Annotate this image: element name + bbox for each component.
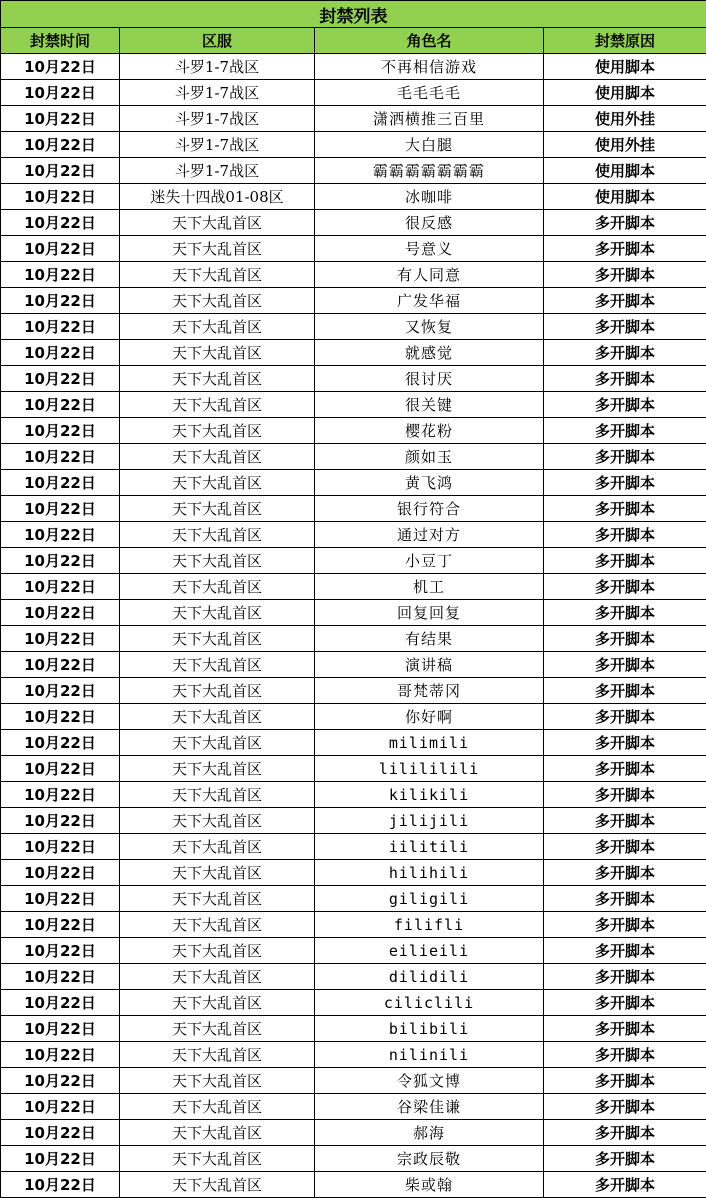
table-title: 封禁列表 [1, 1, 706, 28]
table-row [1, 392, 706, 418]
cell-ban-time: 10月22日 [1, 808, 120, 834]
table-row [1, 262, 706, 288]
cell-character-name: 宗政辰敬 [315, 1146, 544, 1172]
cell-ban-reason: 多开脚本 [544, 1042, 706, 1068]
cell-character-name: giligili [315, 886, 544, 912]
cell-server: 天下大乱首区 [120, 938, 315, 964]
cell-character-name: 令狐文博 [315, 1068, 544, 1094]
cell-ban-reason: 多开脚本 [544, 340, 706, 366]
cell-character-name: ciliclili [315, 990, 544, 1016]
cell-server: 天下大乱首区 [120, 340, 315, 366]
cell-character-name: 你好啊 [315, 704, 544, 730]
cell-server: 天下大乱首区 [120, 1068, 315, 1094]
cell-server: 天下大乱首区 [120, 210, 315, 236]
table-row [1, 1042, 706, 1068]
cell-character-name: 很反感 [315, 210, 544, 236]
cell-server: 天下大乱首区 [120, 288, 315, 314]
table-row [1, 808, 706, 834]
table-row [1, 1094, 706, 1120]
cell-ban-time: 10月22日 [1, 314, 120, 340]
table-row [1, 210, 706, 236]
cell-server: 天下大乱首区 [120, 574, 315, 600]
cell-ban-time: 10月22日 [1, 678, 120, 704]
table-row [1, 314, 706, 340]
cell-ban-time: 10月22日 [1, 574, 120, 600]
header-ban-time: 封禁时间 [1, 28, 120, 54]
cell-ban-reason: 多开脚本 [544, 626, 706, 652]
cell-ban-reason: 多开脚本 [544, 1068, 706, 1094]
cell-server: 天下大乱首区 [120, 1094, 315, 1120]
cell-ban-reason: 多开脚本 [544, 522, 706, 548]
cell-ban-time: 10月22日 [1, 912, 120, 938]
cell-ban-time: 10月22日 [1, 548, 120, 574]
cell-character-name: 小豆丁 [315, 548, 544, 574]
cell-ban-reason: 多开脚本 [544, 990, 706, 1016]
cell-character-name: lilililili [315, 756, 544, 782]
table-row [1, 964, 706, 990]
table-header-row [1, 28, 706, 54]
header-ban-reason: 封禁原因 [544, 28, 706, 54]
cell-character-name: 谷梁佳谦 [315, 1094, 544, 1120]
table-row [1, 574, 706, 600]
table-row [1, 990, 706, 1016]
cell-ban-time: 10月22日 [1, 54, 120, 80]
cell-character-name: filifli [315, 912, 544, 938]
cell-character-name: 潇洒横推三百里 [315, 106, 544, 132]
table-row [1, 54, 706, 80]
cell-ban-reason: 多开脚本 [544, 704, 706, 730]
cell-character-name: 很讨厌 [315, 366, 544, 392]
cell-server: 天下大乱首区 [120, 470, 315, 496]
cell-server: 天下大乱首区 [120, 496, 315, 522]
cell-character-name: 大白腿 [315, 132, 544, 158]
table-title-row [1, 1, 706, 28]
cell-server: 天下大乱首区 [120, 912, 315, 938]
cell-server: 斗罗1-7战区 [120, 132, 315, 158]
table-row [1, 860, 706, 886]
cell-ban-time: 10月22日 [1, 262, 120, 288]
cell-ban-time: 10月22日 [1, 106, 120, 132]
cell-server: 天下大乱首区 [120, 1146, 315, 1172]
cell-character-name: eilieili [315, 938, 544, 964]
cell-server: 天下大乱首区 [120, 678, 315, 704]
cell-character-name: 演讲稿 [315, 652, 544, 678]
cell-ban-time: 10月22日 [1, 444, 120, 470]
cell-ban-reason: 多开脚本 [544, 262, 706, 288]
table-row [1, 704, 706, 730]
cell-character-name: milimili [315, 730, 544, 756]
cell-server: 天下大乱首区 [120, 990, 315, 1016]
table-row [1, 1146, 706, 1172]
cell-character-name: 樱花粉 [315, 418, 544, 444]
cell-ban-time: 10月22日 [1, 470, 120, 496]
cell-ban-reason: 多开脚本 [544, 314, 706, 340]
cell-server: 斗罗1-7战区 [120, 158, 315, 184]
cell-server: 迷失十四战01-08区 [120, 184, 315, 210]
cell-character-name: 又恢复 [315, 314, 544, 340]
cell-server: 天下大乱首区 [120, 834, 315, 860]
cell-ban-reason: 多开脚本 [544, 886, 706, 912]
cell-character-name: 回复回复 [315, 600, 544, 626]
cell-ban-time: 10月22日 [1, 886, 120, 912]
cell-ban-reason: 多开脚本 [544, 1172, 706, 1198]
cell-server: 天下大乱首区 [120, 314, 315, 340]
cell-ban-reason: 多开脚本 [544, 366, 706, 392]
cell-ban-time: 10月22日 [1, 1172, 120, 1198]
cell-ban-time: 10月22日 [1, 184, 120, 210]
cell-ban-time: 10月22日 [1, 860, 120, 886]
cell-ban-time: 10月22日 [1, 132, 120, 158]
cell-character-name: 通过对方 [315, 522, 544, 548]
table-row [1, 912, 706, 938]
cell-character-name: 有结果 [315, 626, 544, 652]
cell-ban-reason: 多开脚本 [544, 782, 706, 808]
cell-ban-time: 10月22日 [1, 158, 120, 184]
cell-ban-time: 10月22日 [1, 990, 120, 1016]
cell-ban-time: 10月22日 [1, 366, 120, 392]
cell-server: 天下大乱首区 [120, 236, 315, 262]
cell-character-name: 机工 [315, 574, 544, 600]
cell-ban-reason: 多开脚本 [544, 574, 706, 600]
cell-ban-reason: 多开脚本 [544, 236, 706, 262]
cell-ban-time: 10月22日 [1, 1042, 120, 1068]
cell-character-name: nilinili [315, 1042, 544, 1068]
cell-server: 天下大乱首区 [120, 1016, 315, 1042]
cell-character-name: dilidili [315, 964, 544, 990]
cell-server: 天下大乱首区 [120, 1172, 315, 1198]
cell-ban-time: 10月22日 [1, 964, 120, 990]
cell-ban-reason: 多开脚本 [544, 730, 706, 756]
cell-server: 天下大乱首区 [120, 444, 315, 470]
cell-character-name: 哥梵蒂冈 [315, 678, 544, 704]
table-row [1, 184, 706, 210]
cell-server: 天下大乱首区 [120, 652, 315, 678]
cell-server: 天下大乱首区 [120, 392, 315, 418]
cell-ban-reason: 使用脚本 [544, 184, 706, 210]
cell-ban-time: 10月22日 [1, 80, 120, 106]
cell-server: 天下大乱首区 [120, 730, 315, 756]
table-row [1, 782, 706, 808]
cell-character-name: 号意义 [315, 236, 544, 262]
table-row [1, 444, 706, 470]
table-row [1, 548, 706, 574]
cell-ban-reason: 多开脚本 [544, 834, 706, 860]
table-body [1, 54, 706, 1198]
cell-server: 天下大乱首区 [120, 600, 315, 626]
cell-ban-reason: 多开脚本 [544, 912, 706, 938]
cell-ban-reason: 多开脚本 [544, 1146, 706, 1172]
cell-ban-reason: 多开脚本 [544, 860, 706, 886]
cell-character-name: 有人同意 [315, 262, 544, 288]
cell-ban-time: 10月22日 [1, 288, 120, 314]
cell-ban-reason: 多开脚本 [544, 808, 706, 834]
cell-character-name: 冰咖啡 [315, 184, 544, 210]
table-row [1, 1068, 706, 1094]
table-row [1, 1172, 706, 1198]
cell-ban-time: 10月22日 [1, 1120, 120, 1146]
table-row [1, 496, 706, 522]
cell-ban-reason: 多开脚本 [544, 288, 706, 314]
cell-server: 天下大乱首区 [120, 782, 315, 808]
cell-character-name: 银行符合 [315, 496, 544, 522]
cell-server: 天下大乱首区 [120, 860, 315, 886]
table-row [1, 80, 706, 106]
cell-ban-time: 10月22日 [1, 392, 120, 418]
table-row [1, 1120, 706, 1146]
table-row [1, 158, 706, 184]
table-row [1, 652, 706, 678]
table-row [1, 756, 706, 782]
table-row [1, 288, 706, 314]
cell-ban-time: 10月22日 [1, 236, 120, 262]
cell-character-name: 柴或翰 [315, 1172, 544, 1198]
cell-ban-reason: 使用脚本 [544, 80, 706, 106]
table-row [1, 470, 706, 496]
cell-character-name: kilikili [315, 782, 544, 808]
cell-ban-reason: 多开脚本 [544, 1016, 706, 1042]
cell-server: 天下大乱首区 [120, 262, 315, 288]
cell-ban-time: 10月22日 [1, 1068, 120, 1094]
table-row [1, 418, 706, 444]
table-row [1, 1016, 706, 1042]
cell-character-name: 黄飞鸿 [315, 470, 544, 496]
cell-ban-reason: 多开脚本 [544, 1094, 706, 1120]
table-row [1, 522, 706, 548]
cell-ban-reason: 多开脚本 [544, 964, 706, 990]
cell-ban-reason: 使用脚本 [544, 54, 706, 80]
cell-ban-time: 10月22日 [1, 1146, 120, 1172]
cell-character-name: 毛毛毛毛 [315, 80, 544, 106]
cell-ban-reason: 多开脚本 [544, 1120, 706, 1146]
cell-ban-time: 10月22日 [1, 600, 120, 626]
cell-character-name: iilitili [315, 834, 544, 860]
table-row [1, 730, 706, 756]
header-server: 区服 [120, 28, 315, 54]
cell-ban-time: 10月22日 [1, 730, 120, 756]
cell-ban-time: 10月22日 [1, 756, 120, 782]
cell-character-name: jilijili [315, 808, 544, 834]
cell-ban-reason: 多开脚本 [544, 392, 706, 418]
table-row [1, 626, 706, 652]
cell-ban-reason: 使用脚本 [544, 158, 706, 184]
cell-ban-time: 10月22日 [1, 522, 120, 548]
cell-ban-time: 10月22日 [1, 938, 120, 964]
cell-character-name: 不再相信游戏 [315, 54, 544, 80]
cell-ban-time: 10月22日 [1, 782, 120, 808]
cell-ban-reason: 多开脚本 [544, 496, 706, 522]
cell-server: 斗罗1-7战区 [120, 106, 315, 132]
cell-ban-reason: 使用外挂 [544, 106, 706, 132]
cell-ban-time: 10月22日 [1, 704, 120, 730]
cell-ban-reason: 多开脚本 [544, 652, 706, 678]
cell-ban-time: 10月22日 [1, 210, 120, 236]
cell-character-name: 就感觉 [315, 340, 544, 366]
cell-character-name: 郝海 [315, 1120, 544, 1146]
cell-character-name: 颜如玉 [315, 444, 544, 470]
cell-server: 天下大乱首区 [120, 366, 315, 392]
cell-ban-reason: 多开脚本 [544, 756, 706, 782]
cell-server: 天下大乱首区 [120, 704, 315, 730]
table-row [1, 678, 706, 704]
cell-ban-reason: 多开脚本 [544, 210, 706, 236]
cell-server: 天下大乱首区 [120, 626, 315, 652]
table-row [1, 600, 706, 626]
cell-server: 天下大乱首区 [120, 418, 315, 444]
cell-server: 天下大乱首区 [120, 886, 315, 912]
cell-server: 天下大乱首区 [120, 756, 315, 782]
cell-server: 天下大乱首区 [120, 1120, 315, 1146]
table-row [1, 834, 706, 860]
cell-ban-time: 10月22日 [1, 652, 120, 678]
cell-ban-time: 10月22日 [1, 834, 120, 860]
header-character-name: 角色名 [315, 28, 544, 54]
cell-character-name: 很关键 [315, 392, 544, 418]
cell-ban-reason: 多开脚本 [544, 600, 706, 626]
cell-server: 天下大乱首区 [120, 522, 315, 548]
cell-ban-time: 10月22日 [1, 418, 120, 444]
cell-server: 天下大乱首区 [120, 964, 315, 990]
cell-server: 天下大乱首区 [120, 548, 315, 574]
cell-ban-time: 10月22日 [1, 496, 120, 522]
cell-ban-reason: 多开脚本 [544, 678, 706, 704]
cell-ban-reason: 多开脚本 [544, 418, 706, 444]
cell-character-name: 广发华福 [315, 288, 544, 314]
table-row [1, 886, 706, 912]
cell-ban-reason: 多开脚本 [544, 444, 706, 470]
table-row [1, 366, 706, 392]
table-row [1, 340, 706, 366]
cell-character-name: hilihili [315, 860, 544, 886]
cell-server: 斗罗1-7战区 [120, 80, 315, 106]
cell-ban-reason: 多开脚本 [544, 938, 706, 964]
table-row [1, 132, 706, 158]
cell-character-name: bilibili [315, 1016, 544, 1042]
cell-server: 天下大乱首区 [120, 808, 315, 834]
cell-ban-time: 10月22日 [1, 626, 120, 652]
cell-ban-time: 10月22日 [1, 340, 120, 366]
cell-ban-reason: 多开脚本 [544, 548, 706, 574]
table-row [1, 236, 706, 262]
cell-server: 天下大乱首区 [120, 1042, 315, 1068]
cell-ban-time: 10月22日 [1, 1094, 120, 1120]
table-row [1, 106, 706, 132]
cell-ban-time: 10月22日 [1, 1016, 120, 1042]
cell-ban-reason: 多开脚本 [544, 470, 706, 496]
cell-server: 斗罗1-7战区 [120, 54, 315, 80]
table-row [1, 938, 706, 964]
cell-ban-reason: 使用外挂 [544, 132, 706, 158]
cell-character-name: 霸霸霸霸霸霸霸 [315, 158, 544, 184]
